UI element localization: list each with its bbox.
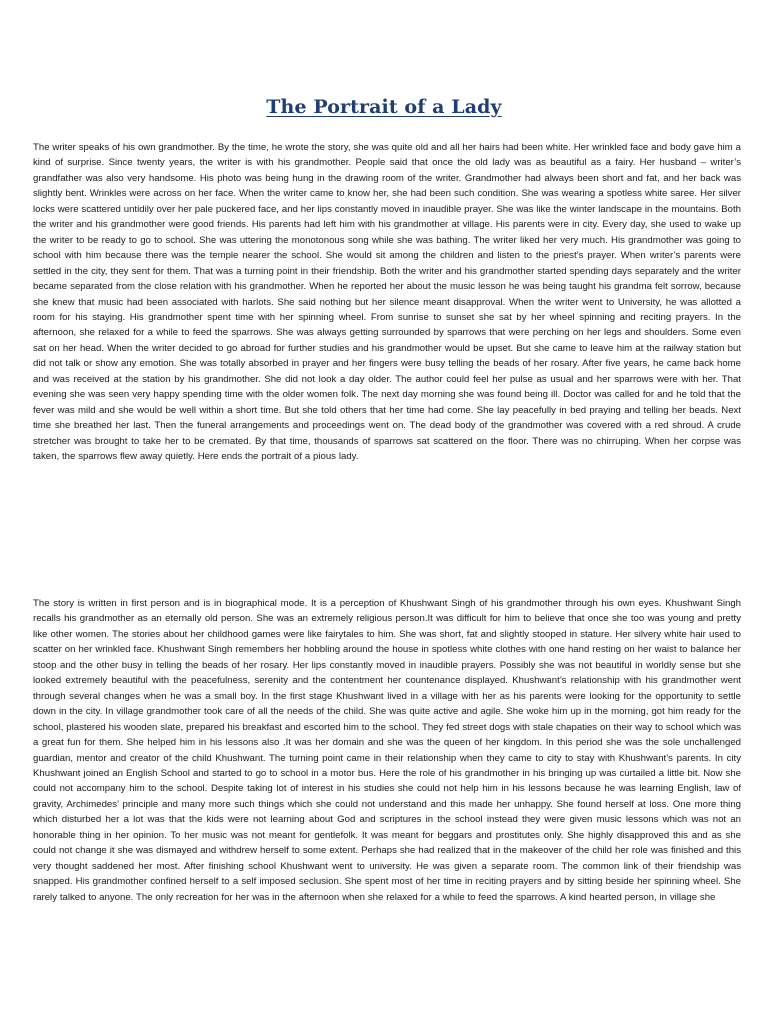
analysis-paragraph: The story is written in first person and is in biographical mode. It is a perception of Khushwant Singh of his grandmother through his own eyes. Khushwant Singh recalls his grandmother as an eternally old person. She was an extremely religious person.It was difficult for him to believe that once she too was young and pretty like other women. The stories about her childhood games were like fairytales to him. She was short, fat and slightly stooped in stature. Her silvery white hair used to scatter on her wrinkled face. Khushwant Singh remembers her hobbling around the house in spotless white clothes with one hand resting on her waist to balance her stoop and the other busy in telling the beads of her rosary. Her lips constantly moved in inaudible prayers. Possibly she was not beautiful in worldly sense but she looked extremely beautiful with the peacefulness, serenity and the contentment her countenance displayed. Khushwant’s relationship with his grandmother went through several changes when he was a small boy. In the first stage Khushwant lived in a village with her as his parents were looking for the opportunity to settle down in the city. In village grandmother took care of all the needs of the child. She was quite active and agile. She woke him up in the morning, got him ready for the school, plastered his wooden slate, prepared his breakfast and escorted him to the school. They fed street dogs with stale chapaties on their way to school which was a great fun for them. She helped him in his lessons also .It was her domain and she was the queen of her kingdom. In this period she was the sole unchallenged guardian, mentor and creator of the child Khushwant. The turning point came in their relationship when they came to city to stay with Khushwant’s parents. In city Khushwant joined an English School and started to go to school in a motor bus. Here the role of his grandmother in his bringing up was curtailed a little bit. Now she could not accompany him to the school. Despite taking lot of interest in his studies she could not help him in his lessons because he was learning English, law of gravity, Archimedes’ principle and many more such things which she could not understand and this made her unhappy. She found herself at loss. One more thing which disturbed her a lot was that the kids were not learning about God and scriptures in the school instead they were given music lessons which was not an honorable thing in her opinion. To her music was not meant for gentlefolk. It was meant for beggars and prostitutes only. She highly disapproved this and as she could not change it she was dismayed and withdrew herself to some extent. Perhaps she had realized that in the makeover of the child her role was finished and this very thought saddened her most. After finishing school Khushwant went to university. He was given a separate room. The common link of their friendship was snapped. His grandmother confined herself to a self imposed seclusion. She spent most of her time in reciting prayers and by sitting beside her spinning wheel. She rarely talked to anyone. The only recreation for her was in the afternoon when she relaxed for a while to feed the sparrows. A kind hearted person, in village she [33, 598, 741, 903]
summary-paragraph: The writer speaks of his own grandmother. By the time, he wrote the story, she was quite old and all her hairs had been white. Her wrinkled face and body gave him a kind of surprise. Since twenty years, the writer is with his grandmother. People said that once the old lady was as beautiful as a fairy. Her husband – writer’s grandfather was also very handsome. His photo was being hung in the drawing room of the writer. Grandmother had always been short and fat, and her back was slightly bent. Wrinkles were across on her face. When the writer came to know her, she had been such condition. She was wearing a spotless white saree. Her silver locks were scattered untidily over her pale puckered face, and her lips constantly moved in inaudible prayer. She was like the winter landscape in the mountains. Both the writer and his grandmother were good friends. His parents had left him with his grandmother at village. His parents were in city. Every day, she used to wake up the writer to be ready to go to school. She was uttering the monotonous song while she was bathing. The writer liked her very much. His grandmother was going to school with him because there was the temple nearer the school. She would sit among the children and listen to the priest’s prayer. When writer’s parents were settled in the city, they sent for them. That was a turning point in their friendship. Both the writer and his grandmother started spending days separately and the writer became separated from the close relation with his grandmother. When he reported her about the music lesson he was being taught his grandma felt sorrow, because she knew that music had been associated with harlots. She said nothing but her silence meant disapproval. When the writer went to University, he was allotted a room for his staying. His grandmother spent time with her spinning wheel. From sunrise to sunset she sat by her wheel spinning and reciting prayers. In the afternoon, she relaxed for a while to feed the sparrows. She was always getting surrounded by sparrows that were perching on her legs and shoulders. Some even sat on her head. When the writer decided to go abroad for further studies and his grandmother would be upset. But she came to leave him at the railway station but did not talk or show any emotion. She was totally absorbed in prayer and her fingers were busy telling the beads of her rosary. After five years, he came back home and was received at the station by his grandmother. She did not look a day older. The author could feel her pulse as usual and her sparrows were with her. That evening she was seen very happy spending time with the older women folk. The next day morning she was found being ill. Doctor was called for and he told that the fever was mild and she would be well within a short time. But she told others that her time had come. She lay peacefully in bed praying and telling her beads. Next time she breathed her last. Then the funeral arrangements and proceedings went on. The dead body of the grandmother was covered with a red shroud. A crude stretcher was brought to take her to be cremated. By that time, thousands of sparrows sat scattered on the floor. There was no chirruping. When her corpse was taken, the sparrows flew away quietly. Here ends the portrait of a pious lady. [33, 142, 742, 463]
document-title: The Portrait of a Lady [266, 96, 502, 118]
